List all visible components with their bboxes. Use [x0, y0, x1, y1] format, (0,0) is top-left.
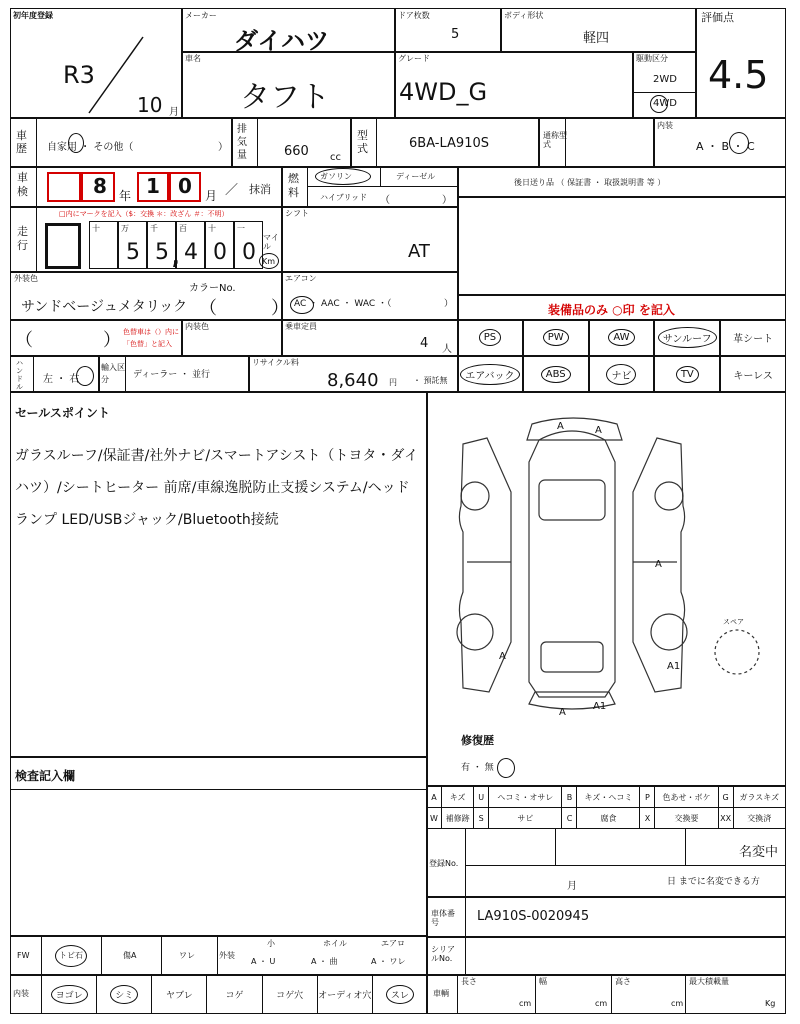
front-left-wheel	[457, 614, 493, 650]
history-box	[10, 118, 233, 168]
hybrid-option: ハイブリッド	[320, 193, 368, 202]
equipment-label: サンルーフ	[658, 327, 717, 348]
equipment-item	[523, 356, 589, 393]
interior-damage-item	[372, 975, 427, 1013]
common-type-divider	[565, 119, 566, 166]
equipment-item	[654, 356, 720, 393]
odometer-digit	[205, 221, 234, 269]
equipment-label: PW	[543, 329, 569, 346]
dims-label: 車輌	[433, 989, 449, 998]
equipment-item	[457, 356, 523, 393]
year-unit: 年	[119, 189, 132, 203]
chassis-label: 車体番号	[431, 909, 455, 927]
exterior-color-box	[10, 271, 289, 321]
recycle-label: リサイクル料	[252, 358, 299, 367]
month-digit-2: 0	[178, 174, 192, 198]
capacity-box	[281, 319, 459, 357]
yen-unit: 円	[389, 378, 397, 387]
legend-meaning: ガラスキズ	[733, 787, 785, 808]
interior-damage-label: オーディオ穴	[318, 990, 372, 1001]
year-box-a	[47, 172, 81, 202]
registration-label: 登録No.	[429, 859, 459, 868]
doors-box	[394, 8, 502, 53]
recycle-box	[248, 355, 459, 393]
windshield	[539, 480, 605, 520]
odometer-value: 5	[126, 240, 140, 265]
equipment-label: TV	[676, 366, 699, 383]
width-label: 幅	[539, 977, 547, 986]
model-box	[181, 51, 396, 118]
legend-code: C	[562, 808, 577, 829]
height-unit: cm	[671, 999, 684, 1008]
legend-code: S	[474, 808, 489, 829]
dims-box	[426, 974, 786, 1014]
km-label: Km	[262, 257, 276, 266]
doors-value: 5	[451, 27, 460, 42]
import-label: 輸入区分	[101, 363, 125, 384]
exterior-color-value: サンドベージュメタリック	[21, 299, 188, 315]
handle-options: 左 ・ 右	[43, 374, 80, 385]
equipment-label: 革シート	[733, 334, 774, 345]
drive-4wd-circle	[650, 95, 668, 113]
inspection-notes-box	[10, 756, 428, 936]
legend-meaning: キズ・ヘコミ	[577, 787, 640, 808]
color-paren-close: ）	[271, 298, 289, 319]
aero-options: A ・ ワレ	[371, 957, 406, 966]
spare-tire	[715, 630, 759, 674]
load-unit: Kg	[765, 999, 776, 1008]
score-value: 4.5	[708, 53, 769, 97]
interior-items	[41, 975, 427, 1013]
capacity-unit: 人	[442, 344, 452, 355]
first-reg-label: 初年度登録	[13, 11, 53, 20]
legend-meaning: 交換済	[733, 808, 785, 829]
history-text: 自家用 ・ その他（	[47, 142, 134, 153]
interior-b-circle	[729, 132, 749, 154]
handle-divider	[33, 356, 34, 392]
ac-box	[281, 271, 459, 321]
rear-right-wheel	[655, 482, 683, 510]
odometer-unit: 万	[121, 224, 129, 233]
model-label: 車名	[185, 54, 201, 63]
fuel-divider	[307, 167, 308, 207]
body-box	[500, 8, 697, 53]
equipment-item	[720, 356, 786, 393]
serial-divider	[465, 937, 466, 975]
doors-label: ドア枚数	[398, 11, 430, 20]
interior-damage-label: ヤブレ	[166, 990, 193, 1001]
legend-meaning: ヘコミ・オサレ	[489, 787, 562, 808]
equipment-item	[589, 319, 655, 356]
history-label: 車歴	[16, 129, 27, 155]
interior-damage-item	[317, 975, 372, 1013]
mark-front-left: A	[557, 421, 564, 432]
ac-circle	[290, 296, 314, 314]
odometer-value: 0	[213, 240, 227, 265]
cc-unit: cc	[330, 152, 341, 163]
registration-box	[426, 828, 786, 898]
mark-right-rear: A1	[667, 661, 681, 672]
interior-damage-item	[96, 975, 151, 1013]
color-change-note: 色替車は（）内に「色替」と記入	[123, 328, 179, 348]
color-change-paren-open: （	[15, 330, 33, 351]
equipment-label: キーレス	[733, 371, 773, 382]
fuel-box	[281, 166, 459, 208]
legend-code: X	[640, 808, 655, 829]
odometer-digit	[89, 221, 118, 269]
dims-divider	[457, 975, 458, 1013]
equipment-item	[457, 319, 523, 356]
ac-label: エアコン	[285, 274, 317, 283]
registration-divider	[465, 829, 466, 897]
displacement-label: 排気量	[237, 124, 247, 161]
mark-box	[45, 223, 81, 269]
interior-damage-label: 内装	[13, 989, 29, 998]
car-front-bumper	[527, 418, 622, 440]
era-value: R3	[63, 61, 95, 89]
common-type-box	[538, 118, 655, 168]
legend-code: B	[562, 787, 577, 808]
odometer-unit: 一	[237, 224, 245, 233]
aero-label: エアロ	[381, 939, 405, 948]
cancel-label: 抹消	[249, 183, 271, 196]
slash-mark: ／	[225, 183, 239, 198]
load-label: 最大積載量	[689, 977, 729, 986]
interior-damage-item	[151, 975, 206, 1013]
repair-history-value: 有 ・ 無	[461, 763, 494, 773]
dims-divider-2	[535, 975, 536, 1013]
hybrid-paren-close: ）	[442, 195, 452, 206]
model-value: タフト	[240, 80, 330, 115]
wheel-options: A ・ 曲	[311, 957, 338, 966]
equipment-item	[589, 356, 655, 393]
equipment-label: ABS	[541, 366, 571, 383]
interior-damage-label: コゲ穴	[276, 990, 304, 1001]
mark-left-rear: A	[499, 651, 506, 662]
legend-row	[427, 787, 786, 808]
registration-day-note: 日 までに名変できる方	[667, 877, 760, 887]
grade-label: グレード	[398, 54, 430, 63]
small-options: A ・ U	[251, 957, 276, 966]
registration-vline	[555, 829, 556, 865]
fw-label: FW	[17, 951, 30, 960]
odometer-unit: 百	[179, 224, 187, 233]
mark-rear-left: A	[559, 707, 566, 718]
displacement-value: 660	[284, 144, 309, 159]
registration-hline	[465, 865, 785, 866]
interior-grades: A ・ B ・ C	[696, 140, 755, 153]
fw-divider	[41, 937, 42, 975]
diesel-option: ディーゼル	[396, 172, 436, 181]
repair-history-label: 修復歴	[461, 734, 494, 747]
odometer	[89, 221, 265, 269]
interior-row	[10, 974, 428, 1014]
interior-damage-item	[41, 975, 96, 1013]
inspection-notes-title: 検査記入欄	[15, 769, 76, 783]
capacity-label: 乗車定員	[285, 322, 317, 331]
car-diagram	[427, 392, 783, 782]
equipment-item	[654, 319, 720, 356]
sales-point-box	[10, 391, 428, 758]
fw-item-chip: トビ石	[59, 951, 83, 960]
common-type-label: 通称型式	[543, 131, 567, 149]
history-divider	[36, 119, 37, 166]
legend-row	[427, 808, 786, 829]
inspection-label: 車検	[17, 171, 28, 198]
equipment-grid	[457, 319, 786, 393]
odometer-comma: ,	[172, 245, 180, 269]
inspection-box	[10, 166, 283, 208]
spare-label: スペア	[723, 618, 744, 626]
serial-label: シリアルNo.	[431, 945, 455, 963]
chassis-box	[426, 896, 786, 938]
equipment-label: エアバック	[460, 364, 519, 385]
length-unit: cm	[519, 999, 532, 1008]
type-label: 型式	[357, 129, 368, 155]
interior-color-box	[181, 319, 283, 357]
odometer-value: 5	[155, 240, 169, 265]
mark-side-right: A	[655, 559, 662, 570]
mile-label: マイル	[263, 233, 279, 251]
sales-title: セールスポイント	[15, 406, 110, 420]
displacement-divider	[257, 119, 258, 166]
maker-label: メーカー	[185, 11, 217, 20]
odometer-value: 0	[242, 240, 256, 265]
maker-value: ダイハツ	[234, 27, 330, 55]
ac-close: ）	[444, 299, 454, 309]
interior-damage-label: コゲ	[225, 990, 244, 1001]
dims-divider-3	[611, 975, 612, 1013]
fw-divider-2	[101, 937, 102, 975]
interior-label: 内装	[657, 121, 673, 130]
docs-area	[457, 196, 786, 296]
month-digit-1: 1	[146, 174, 160, 198]
equipment-label: PS	[479, 329, 501, 346]
drive-4wd: 4WD	[653, 98, 677, 109]
shift-value: AT	[408, 241, 430, 262]
equipment-item	[523, 319, 589, 356]
odometer-value: 4	[184, 240, 198, 265]
maker-box	[181, 8, 396, 53]
drive-box	[632, 51, 697, 118]
type-divider	[376, 119, 377, 166]
interior-damage-label: ヨゴレ	[51, 985, 88, 1004]
month-unit-3: 月	[205, 189, 218, 203]
mileage-box	[10, 206, 283, 273]
wheel-label: ホイル	[323, 939, 347, 948]
rear-left-wheel	[461, 482, 489, 510]
history-close: ）	[218, 142, 228, 153]
displacement-box	[231, 118, 352, 168]
chassis-value: LA910S-0020945	[477, 909, 590, 924]
legend-code: U	[474, 787, 489, 808]
shift-box	[281, 206, 459, 273]
grade-value: 4WD_G	[399, 78, 488, 106]
first-reg-month: 10	[137, 93, 163, 117]
fw-item-scratch: 傷A	[123, 951, 137, 960]
drive-label: 駆動区分	[636, 54, 668, 63]
legend-meaning: 色あせ・ボケ	[655, 787, 718, 808]
legend-meaning: キズ	[442, 787, 474, 808]
inspection-year: 8	[93, 174, 107, 198]
import-divider	[125, 356, 126, 392]
fuel-hline	[307, 186, 457, 187]
odometer-unit: 十	[208, 224, 216, 233]
odometer-unit: 千	[150, 224, 158, 233]
month-unit: 月	[169, 107, 179, 118]
front-right-wheel	[651, 614, 687, 650]
history-circle	[68, 133, 84, 153]
registration-vline-2	[685, 829, 686, 865]
odometer-digit	[176, 221, 205, 269]
docs-box	[457, 166, 786, 198]
km-circle	[259, 253, 279, 269]
interior-damage-item	[262, 975, 317, 1013]
legend-meaning: サビ	[489, 808, 562, 829]
odometer-unit: 十	[92, 224, 100, 233]
equipment-label: ナビ	[606, 364, 636, 385]
handle-box	[10, 355, 100, 393]
legend-code: A	[427, 787, 442, 808]
handle-label: ハンドル	[16, 359, 23, 391]
interior-color-label: 内装色	[185, 322, 209, 331]
drive-divider	[633, 92, 695, 93]
serial-box	[426, 936, 786, 976]
score-box	[695, 8, 786, 118]
name-change-label: 名変中	[739, 845, 779, 860]
car-roof-outline	[529, 431, 615, 697]
length-label: 長さ	[461, 977, 477, 986]
import-options: ディーラー ・ 並行	[133, 370, 211, 380]
capacity-value: 4	[420, 336, 429, 351]
interior-box	[653, 118, 786, 168]
equip-note: 装備品のみ ○印 を記入	[548, 303, 675, 317]
legend-code: G	[718, 787, 733, 808]
grade-box	[394, 51, 634, 118]
chassis-divider	[465, 897, 466, 937]
width-unit: cm	[595, 999, 608, 1008]
equipment-label: AW	[608, 329, 634, 346]
mileage-label: 走行	[17, 225, 28, 252]
mileage-divider	[36, 207, 37, 272]
fw-chip-circle	[55, 945, 87, 967]
hybrid-paren-open: （	[380, 195, 390, 206]
deposit-label: ・ 預託無	[413, 376, 448, 385]
docs-label: 後日送り品 （ 保証書 ・ 取扱説明書 等 ）	[514, 178, 666, 187]
mark-rear-bumper: A1	[593, 701, 607, 712]
interior-damage-item	[206, 975, 261, 1013]
fuel-vline	[380, 167, 381, 186]
legend-meaning: 腐食	[577, 808, 640, 829]
body-label: ボディ形状	[504, 11, 544, 20]
rear-window	[541, 642, 603, 672]
fw-item-crack: ワレ	[179, 951, 195, 960]
mark-note: □内にマークを記入（$：交換 ＊：改ざん ＃：不明）	[59, 210, 229, 218]
legend-meaning: 交換要	[655, 808, 718, 829]
repair-none-circle	[497, 758, 515, 778]
inspection-month	[137, 174, 201, 198]
sales-body: ガラスルーフ/保証書/社外ナビ/スマートアシスト（トヨタ・ダイハツ）/シートヒーター 前席/車線逸脱防止支援システム/ヘッドランプ LED/USBジャック/Bluetooth接続	[15, 448, 419, 528]
legend-code: W	[427, 808, 442, 829]
equip-note-box	[457, 294, 786, 321]
color-change-box	[10, 319, 183, 357]
odometer-digit	[118, 221, 147, 269]
shift-label: シフト	[285, 209, 309, 218]
legend-meaning: 補修跡	[442, 808, 474, 829]
legend-code: XX	[718, 808, 733, 829]
legend-code: P	[640, 787, 655, 808]
mark-front-right: A	[595, 425, 602, 436]
gasoline-circle	[315, 168, 371, 185]
exterior-label: 外装	[219, 951, 235, 960]
interior-damage-label: スレ	[386, 985, 414, 1004]
type-box	[350, 118, 540, 168]
drive-2wd: 2WD	[653, 74, 677, 85]
inspection-divider	[36, 167, 37, 207]
interior-damage-label: シミ	[110, 985, 138, 1004]
handle-circle	[76, 366, 94, 386]
color-no-label: カラーNo.	[189, 283, 236, 294]
score-label: 評価点	[701, 11, 734, 24]
first-registration-box	[10, 8, 183, 118]
small-label: 小	[267, 939, 275, 948]
inspection-notes-divider	[11, 789, 426, 790]
body-value: 軽四	[583, 31, 610, 46]
import-box	[98, 355, 250, 393]
registration-month: 月	[567, 881, 577, 892]
fuel-label: 燃料	[288, 172, 299, 199]
height-label: 高さ	[615, 977, 631, 986]
ac-options: AC ・ AAC ・ WAC ・（	[294, 299, 392, 309]
equipment-item	[720, 319, 786, 356]
color-paren-open: （	[199, 298, 217, 319]
fw-row	[10, 936, 428, 976]
gasoline-option: ガソリン	[320, 172, 352, 181]
fw-divider-4	[217, 937, 218, 975]
damage-legend	[426, 786, 786, 829]
dims-divider-4	[685, 975, 686, 1013]
damage-diagram-box	[426, 391, 786, 786]
fw-divider-3	[161, 937, 162, 975]
recycle-value: 8,640	[327, 370, 379, 391]
exterior-color-label: 外装色	[14, 274, 38, 283]
type-value: 6BA-LA910S	[409, 136, 489, 151]
color-change-paren-close: ）	[103, 330, 121, 351]
